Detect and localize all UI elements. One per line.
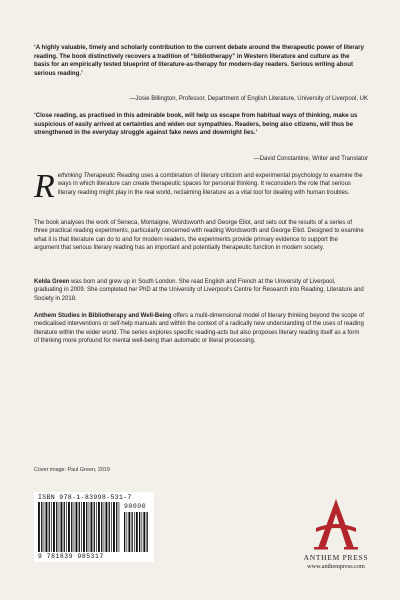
book-title-inline: ethinking Therapeutic Reading: [57, 173, 140, 179]
author-name: Kelda Green: [34, 279, 70, 285]
author-bio: [34, 278, 364, 303]
description-paragraph-1: uses a combination of literary criticism and experimental psychology to examine the ways in which literature can create therapeutic spaces for personal thinking. It reconsiders the role that serious literary reading might play in the real world, reclaiming literature as a vital tool for dealing with human troubles.: [57, 173, 363, 196]
price-addon-number: 90000: [124, 503, 147, 510]
publisher-block: [296, 498, 376, 578]
publisher-name: ANTHEM PRESS: [303, 553, 369, 562]
series-text: offers a multi-dimensional model of literary thinking beyond the scope of medicalised interventions or self-help manuals and within the context of a radically new understanding of the uses of reading literature within the wider world. The series explores specific reading-acts but also proposes literary reading itself as a form of thinking more profound for mental well-being than automatic or literal processing.: [34, 313, 364, 345]
series-description: [34, 312, 364, 346]
review-attribution-1: —Josie Billington, Professor, Department of English Literature, University of Liverpool, UK: [129, 96, 368, 102]
description-paragraph-2: The book analyses the work of Seneca, Montaigne, Wordsworth and George Eliot, and sets out the results of a series of three practical reading experiments, particularly concerned with reading Wordsworth and George Eliot. Designed to examine what it is that literature can do to and for modern readers, the experiments provide primary evidence to support the argument that serious literary reading has an important and potentially therapeutic function in modern society.: [34, 220, 364, 252]
anthem-press-logo-icon: [312, 498, 360, 550]
review-attribution-2: —David Constantine, Writer and Translator: [253, 156, 368, 162]
review-quote-2: ‘Close reading, as practised in this admirable book, will help us escape from habitual ways of thinking, make us suspicious of easily arrived at certainties and widen our sympathies. Readers, being also citizens, will thus be strengthened in the everyday struggle against fake news and downright lies.’: [34, 112, 358, 137]
barcode-bars: [38, 502, 122, 552]
drop-cap: R: [34, 168, 55, 205]
author-bio-text: was born and grew up in South London. She read English and French at the University of Liverpool, graduating in 2009. She completed her PhD at the University of Liverpool’s Centre for Research into Reading, Literature and Society in 2018.: [34, 279, 364, 302]
review-quote-1: ‘A highly valuable, timely and scholarly contribution to the current debate around the therapeutic power of literary reading. The book distinctively recovers a tradition of “bibliotherapy” in Western literature and culture as the basis for an empirically tested blueprint of literature-as-therapy for modern-day readers. Serious writing about serious reading.’: [34, 44, 364, 77]
addon-barcode-bars: [124, 512, 150, 552]
cover-image-credit: Cover image: Paul Green, 2019: [34, 467, 110, 473]
isbn-barcode: [34, 492, 154, 562]
book-description: [34, 168, 364, 205]
isbn-number: ISBN 978-1-83998-531-7: [38, 494, 132, 501]
ean-digits: 9 781839 985317: [38, 553, 104, 560]
series-name: Anthem Studies in Bibliotherapy and Well-Being: [34, 313, 172, 319]
publisher-url: www.anthempress.com: [307, 563, 365, 570]
